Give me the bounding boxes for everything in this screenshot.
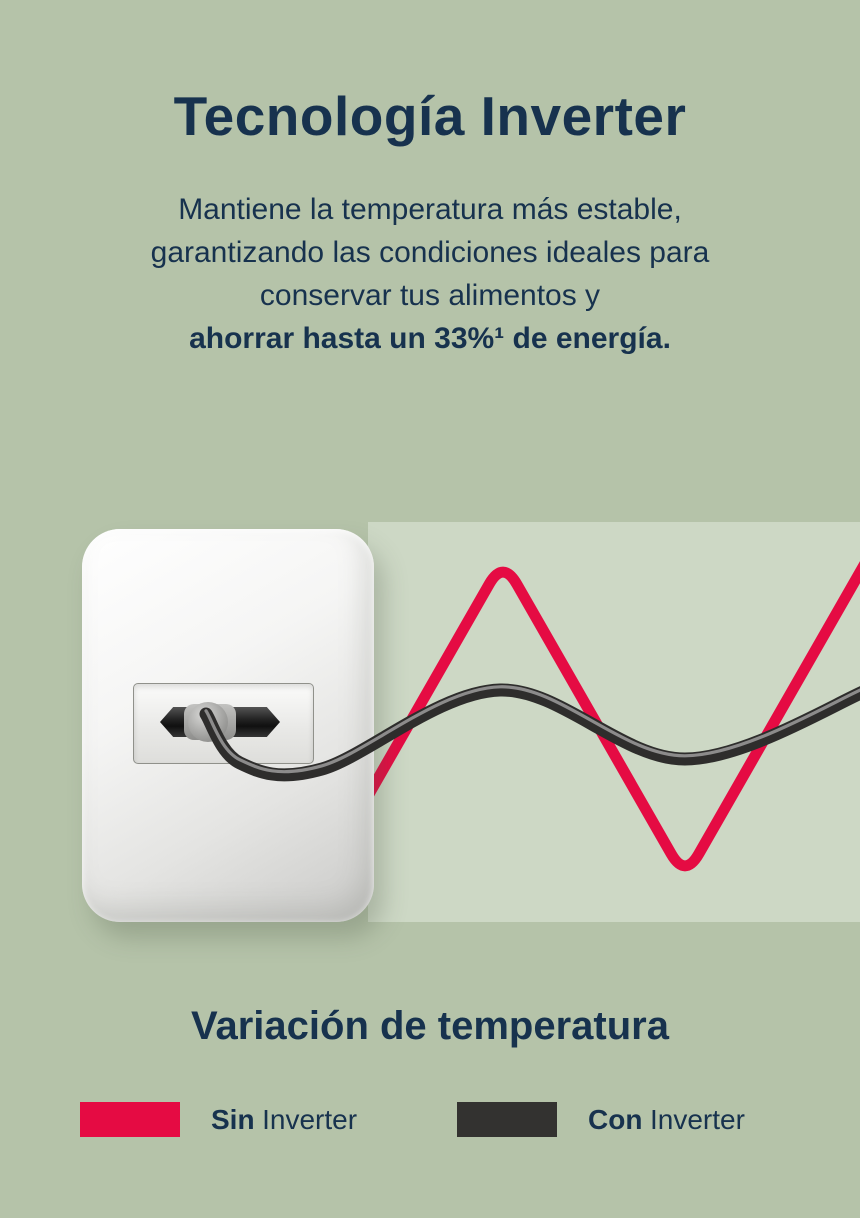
legend-swatch-sin-inverter bbox=[80, 1102, 180, 1137]
legend-label-rest: Inverter bbox=[262, 1103, 358, 1135]
intro-line-1: Mantiene la temperatura más estable, bbox=[178, 193, 682, 226]
legend-label-sin-inverter bbox=[211, 1104, 357, 1136]
wall-outlet-plate bbox=[82, 529, 374, 922]
legend-item-sin-inverter bbox=[80, 1102, 357, 1137]
legend-label-rest: Inverter bbox=[649, 1103, 745, 1135]
intro-line-2: garantizando las condiciones ideales para bbox=[150, 236, 710, 269]
intro-line-3: conservar tus alimentos y bbox=[259, 279, 601, 312]
legend-label-con-inverter bbox=[588, 1104, 745, 1136]
chart-title: Variación de temperatura bbox=[191, 1004, 669, 1048]
page-title: Tecnología Inverter bbox=[173, 85, 687, 147]
legend-label-bold: Con bbox=[588, 1103, 643, 1135]
legend-item-con-inverter bbox=[457, 1102, 745, 1137]
sin-inverter-wave bbox=[297, 560, 860, 866]
legend-label-bold: Sin bbox=[211, 1103, 255, 1135]
intro-text bbox=[0, 188, 860, 360]
plug-knob bbox=[188, 702, 228, 742]
chart-legend bbox=[0, 1102, 860, 1138]
temperature-wave-graphic bbox=[0, 522, 860, 922]
intro-line-4-highlight: ahorrar hasta un 33%¹ de energía. bbox=[189, 322, 671, 355]
legend-swatch-con-inverter bbox=[457, 1102, 557, 1137]
